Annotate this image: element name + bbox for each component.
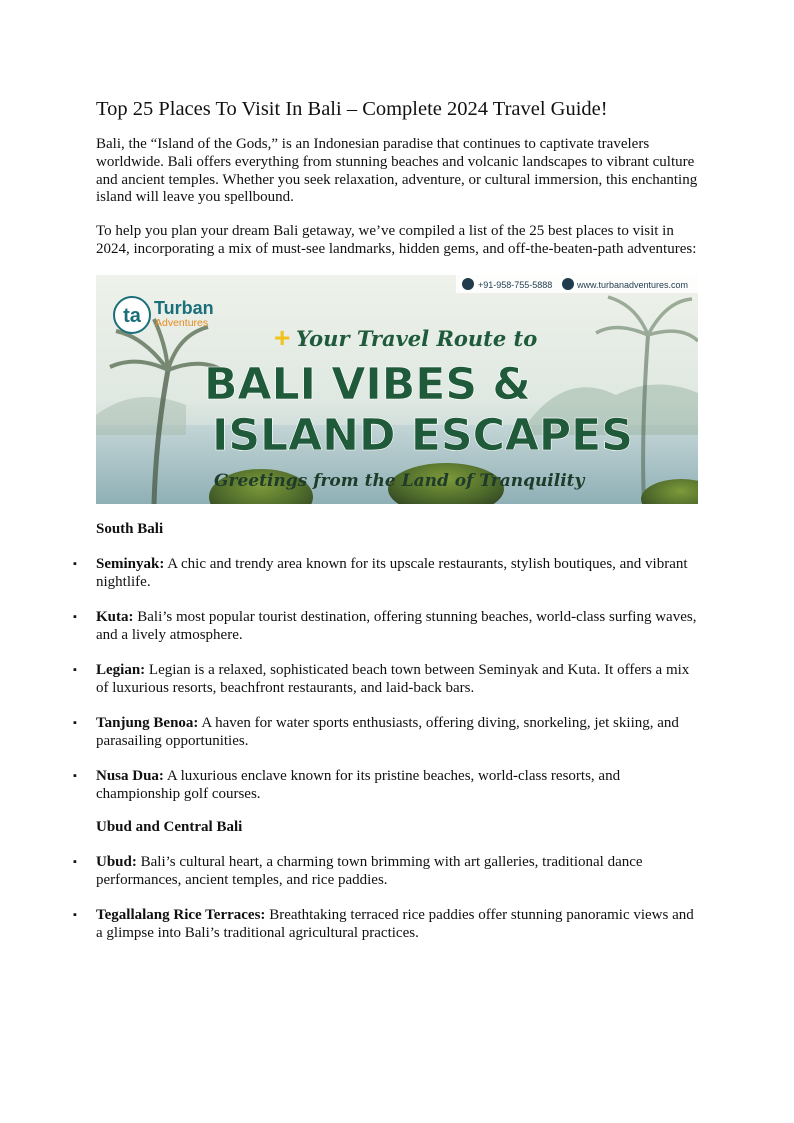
- place-description: Breathtaking terraced rice paddies offer stunning panoramic views and a glimpse into Bali’s traditional agricultural practices.: [96, 906, 694, 941]
- south-bali-list: [73, 555, 700, 804]
- ubud-central-bali-list: [73, 853, 700, 943]
- banner-website: www.turbanadventures.com: [577, 279, 689, 290]
- intro-paragraph-2: To help you plan your dream Bali getaway, we’ve compiled a list of the 25 best places to visit in 2024, incorporating a mix of must-see landmarks, hidden gems, and off-the-beaten-path adventures:: [96, 223, 697, 257]
- logo-name: Turban: [154, 297, 214, 318]
- place-name: Nusa Dua:: [96, 768, 164, 785]
- list-item: [73, 853, 700, 890]
- bali-banner-image: [96, 275, 698, 504]
- bullet-icon: ▪: [73, 557, 77, 570]
- logo-mark: ta: [123, 304, 141, 327]
- bullet-icon: ▪: [73, 770, 77, 783]
- banner-tagline: Greetings from the Land of Tranquility: [214, 470, 585, 491]
- page-title: Top 25 Places To Visit In Bali – Complete 2024 Travel Guide!: [96, 98, 608, 120]
- document-content: [73, 96, 700, 960]
- turban-adventures-logo: [114, 297, 214, 333]
- bullet-icon: ▪: [73, 717, 77, 730]
- section-title-ubud-central-bali: Ubud and Central Bali: [96, 818, 243, 835]
- place-description: Bali’s cultural heart, a charming town brimming with art galleries, traditional dance performances, ancient temples, and rice paddies.: [96, 853, 643, 888]
- bullet-icon: ▪: [73, 908, 77, 921]
- banner-kicker: Your Travel Route to: [296, 325, 538, 351]
- bullet-icon: ▪: [73, 610, 77, 623]
- bullet-icon: ▪: [73, 663, 77, 676]
- list-item: [73, 768, 700, 804]
- place-description: Legian is a relaxed, sophisticated beach town between Seminyak and Kuta. It offers a mix of luxurious resorts, beachfront restaurants, and laid-back bars.: [96, 661, 690, 696]
- banner-phone: +91-958-755-5888: [478, 279, 553, 290]
- svg-text:+: +: [274, 321, 291, 353]
- place-name: Tegallalang Rice Terraces:: [96, 906, 266, 923]
- list-item: [73, 555, 700, 592]
- list-item: [73, 715, 700, 751]
- banner-headline-1: BALI VIBES &: [204, 358, 531, 410]
- place-name: Seminyak:: [96, 555, 165, 572]
- logo-sub: Adventures: [155, 316, 209, 329]
- banner-headline-2: ISLAND ESCAPES: [212, 409, 633, 461]
- intro-paragraph-1: Bali, the “Island of the Gods,” is an Indonesian paradise that continues to captivate travelers worldwide. Bali offers everything from stunning beaches and volcanic landscapes to vibrant culture and ancient temples. Whether you seek relaxation, adventure, or cultural immersion, this enchanting island will leave you spellbound.: [96, 136, 698, 206]
- place-description: A chic and trendy area known for its upscale restaurants, stylish boutiques, and vibrant nightlife.: [96, 555, 688, 590]
- list-item: [73, 661, 700, 698]
- place-description: A luxurious enclave known for its pristine beaches, world-class resorts, and championship golf courses.: [96, 768, 621, 802]
- place-name: Tanjung Benoa:: [96, 715, 199, 732]
- place-description: Bali’s most popular tourist destination, offering stunning beaches, world-class surfing waves, and a lively atmosphere.: [96, 608, 697, 643]
- place-name: Ubud:: [96, 853, 137, 870]
- place-description: A haven for water sports enthusiasts, offering diving, snorkeling, jet skiing, and parasailing opportunities.: [96, 715, 679, 749]
- place-name: Kuta:: [96, 608, 134, 625]
- bullet-icon: ▪: [73, 855, 77, 868]
- place-name: Legian:: [96, 661, 146, 678]
- list-item: [73, 608, 700, 645]
- list-item: [73, 906, 700, 943]
- section-title-south-bali: South Bali: [96, 520, 164, 537]
